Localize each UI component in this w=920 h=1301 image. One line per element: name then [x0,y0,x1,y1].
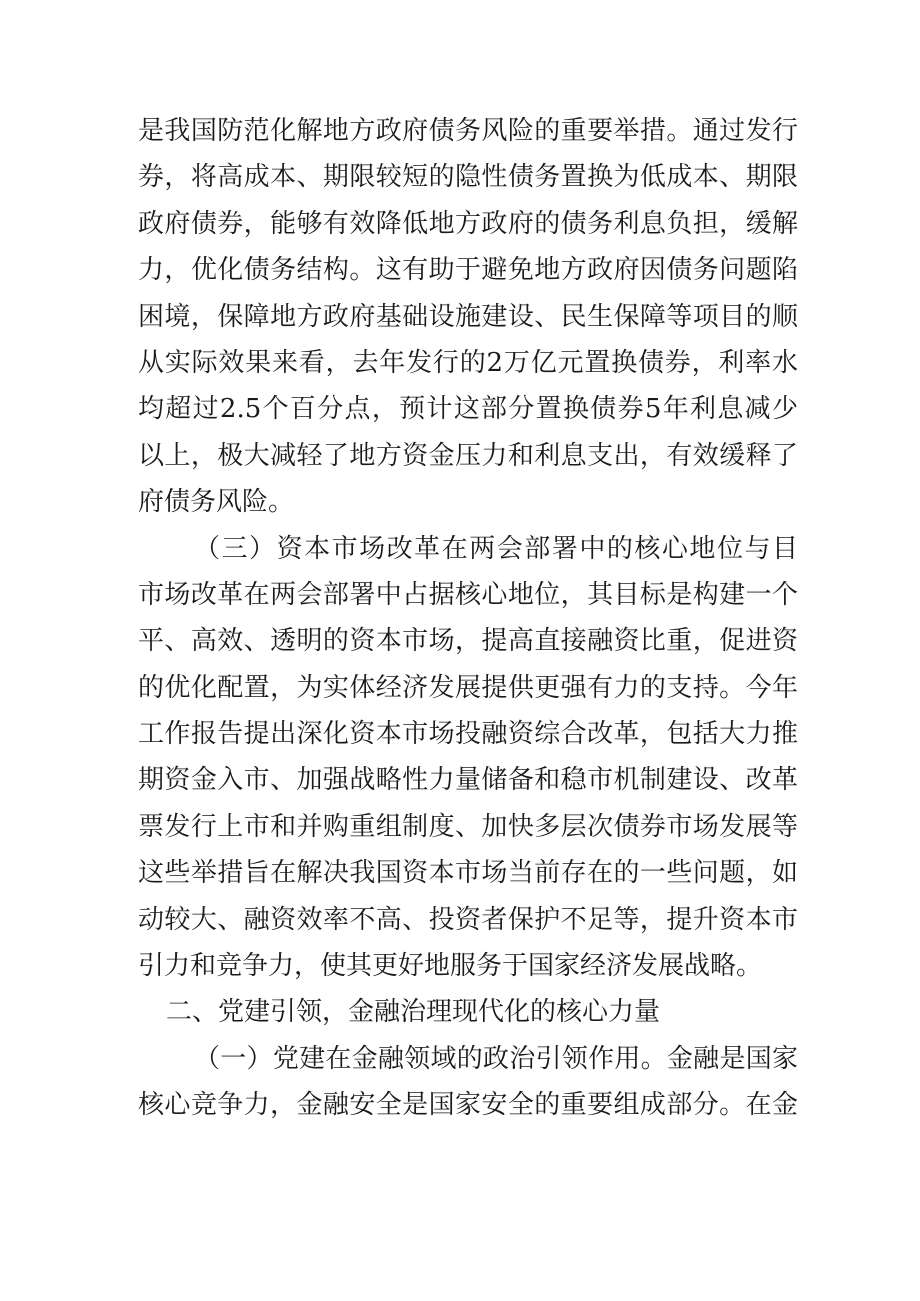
paragraph-line: （三）资本市场改革在两会部署中的核心地位与目 [194,533,798,564]
paragraph-line: 政府债券，能够有效降低地方政府的债务利息负担，缓解 [138,208,798,239]
paragraph-line: 动较大、融资效率不高、投资者保护不足等，提升资本市 [138,904,798,935]
paragraph-line: 工作报告提出深化资本市场投融资综合改革，包括大力推 [138,719,798,750]
section-heading-line: 二、党建引领，金融治理现代化的核心力量 [166,997,661,1028]
paragraph-line: 困境，保障地方政府基础设施建设、民生保障等项目的顺 [138,301,798,332]
document-body [138,108,798,1129]
paragraph-line: 市场改革在两会部署中占据核心地位，其目标是构建一个 [138,579,798,610]
paragraph-line: 从实际效果来看，去年发行的2万亿元置换债券，利率水 [138,347,798,378]
paragraph-line: 以上，极大减轻了地方资金压力和利息支出，有效缓释了 [138,440,798,471]
paragraph-line: 引力和竞争力，使其更好地服务于国家经济发展战略。 [138,951,763,982]
paragraph-line: 府债务风险。 [138,487,295,518]
paragraph-line: 力，优化债务结构。这有助于避免地方政府因债务问题陷 [138,255,798,286]
paragraph-line: （一）党建在金融领域的政治引领作用。金融是国家 [194,1043,798,1074]
paragraph-line: 券，将高成本、期限较短的隐性债务置换为低成本、期限 [138,162,798,193]
paragraph-line: 这些举措旨在解决我国资本市场当前存在的一些问题，如 [138,858,798,889]
paragraph-line: 平、高效、透明的资本市场，提高直接融资比重，促进资 [138,626,798,657]
paragraph-line: 均超过2.5个百分点，预计这部分置换债券5年利息减少 [138,394,798,425]
paragraph-line: 期资金入市、加强战略性力量储备和稳市机制建设、改革 [138,765,798,796]
paragraph-line: 核心竞争力，金融安全是国家安全的重要组成部分。在金 [138,1090,798,1121]
paragraph-line: 是我国防范化解地方政府债务风险的重要举措。通过发行 [138,116,798,146]
paragraph-line: 票发行上市和并购重组制度、加快多层次债券市场发展等 [138,811,798,842]
paragraph-line: 的优化配置，为实体经济发展提供更强有力的支持。今年 [138,672,798,703]
